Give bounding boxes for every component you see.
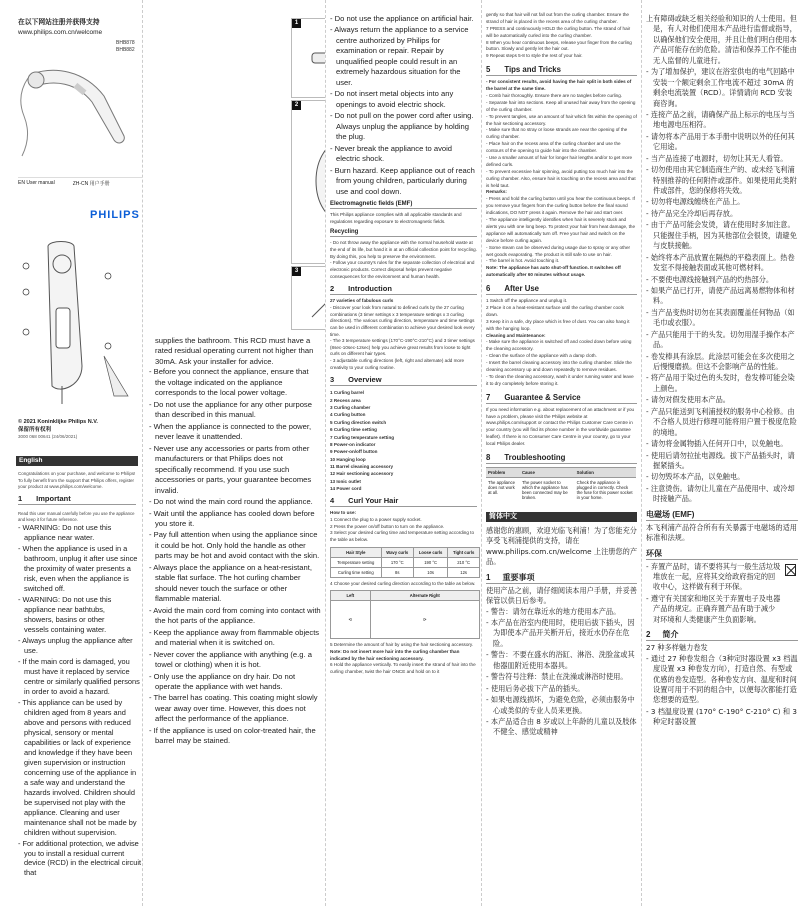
emf-text: This Philips appliance complies with all applicable standards and regulations regarding exposure to electromagnetic fields. bbox=[330, 211, 462, 224]
section-introduction: 2 Introduction bbox=[330, 284, 477, 295]
list-item: - 当产品变热时切勿在其表面覆盖任何物品（如毛巾或衣服）。 bbox=[646, 307, 795, 328]
section-troubleshooting: 8 Troubleshooting bbox=[486, 453, 637, 464]
figure-2 bbox=[291, 100, 326, 264]
list-item: - 弃置产品时，请不要将其与一般生活垃圾堆放在一起，应将其交给政府指定的回收中心，这样做有利于环保。 bbox=[646, 561, 781, 592]
intro-item: - Discover your look from natural to defined curls by the 27 curling combinations (3 timer settings x 3 temperature settings x 3 curling directions). The various curling direction, temperature and time settings can be used in different combination to achieve your desired look every time. bbox=[330, 304, 475, 337]
list-item: - 由于产品可能会发烫，请在使用时多加注意。只能握住手柄，因为其他部位会很烫，请避免与皮肤接触。 bbox=[646, 220, 797, 251]
guarantee-text: If you need information e.g. about replacement of an attachment or if you have a problem, please visit the Philips website at www.philips.com/support or contact the Philips Customer Care Centre in your country (you will find its phone number in the worldwide guarantee leaflet). If there is no Consumer Care Centre in your country, go to your local Philips dealer. bbox=[486, 406, 635, 447]
intro-item: - The 3 temperature settings (170°C-190°C-210°C) and 3 timer settings (8sec-10sec-12sec) help you achieve great results from loose to tight curls on different hair types. bbox=[330, 338, 475, 357]
list-item: - If the appliance is used on color-treated hair, the barrel may be stained. bbox=[149, 725, 316, 746]
figure-1 bbox=[291, 18, 326, 98]
zh-list bbox=[486, 607, 637, 738]
lang-bar-chinese: 简体中文 bbox=[486, 512, 637, 522]
zh-emf-text: 本飞利浦产品符合所有有关暴露于电磁场的适用标准和法规。 bbox=[646, 522, 797, 543]
rights-text: 保留所有权利 bbox=[18, 426, 52, 433]
auto-note: Note: The appliance has auto shut-off function. It switches off automatically after 60 minutes without usage. bbox=[486, 265, 621, 278]
list-item: - Avoid the main cord from coming into contact with the hot parts of the appliance. bbox=[149, 605, 321, 626]
bullet-list bbox=[330, 14, 477, 197]
list-item: - Do not insert metal objects into any openings to avoid electric shock. bbox=[330, 89, 454, 109]
section-tips: 5 Tips and Tricks bbox=[486, 65, 637, 76]
step: 9 Repeat steps 5-8 to style the rest of your hair. bbox=[486, 53, 583, 59]
legal-block bbox=[18, 419, 98, 441]
list-item: - Keep the appliance away from flammable objects and material when it is switched on. bbox=[149, 627, 320, 648]
varieties-title: 27 varieties of fabulous curls bbox=[330, 298, 394, 304]
troubleshooting-table bbox=[486, 467, 636, 502]
curler-illustration bbox=[14, 56, 140, 168]
list-item: - 切勿将电源线缠绕在产品上。 bbox=[646, 197, 745, 207]
zh-env-block bbox=[646, 562, 798, 626]
cleaning-item: - To clean the cleaning accessory, wash it under running water and leave it to dry completely before storing it. bbox=[486, 373, 634, 386]
list-item: - 本产品在浴室内使用时，使用后拔下插头，因为即使本产品开关断开后，接近水仍存在危险。 bbox=[486, 618, 635, 648]
list-item: - 使用后务必拔下产品的插头。 bbox=[486, 683, 585, 693]
zh-section-important: 1 重要事项 bbox=[486, 572, 637, 584]
list-item: - 待产品完全冷却后再存放。 bbox=[646, 208, 738, 218]
recycling-item: - Do not throw away the appliance with the normal household waste at the end of its life, but hand it in at an official collection point for recycling. By doing this, you help to preserve the environment. bbox=[330, 240, 477, 259]
zh-section-intro: 2 简介 bbox=[646, 629, 798, 641]
remark-item: - Some steam can be observed during usage due to spray or any other wet goods evaporating. The product is still safe to use on hair. bbox=[486, 244, 631, 257]
list-item: - 警告符号注释：禁止在洗澡或淋浴时使用。 bbox=[486, 672, 628, 682]
manual-labels bbox=[18, 177, 143, 187]
figure-number: 1 bbox=[292, 19, 301, 28]
step: 7 PRESS and continuously HOLD the curling button. The strand of hair will be automatically curled into the curling chamber. bbox=[486, 25, 631, 38]
list-item: - 警告：不要在盛水的浴缸、淋浴、洗脸盆或其他器皿附近使用本器具。 bbox=[486, 650, 635, 670]
how-to-label: How to use: bbox=[330, 510, 357, 516]
section-recycling: Recycling bbox=[330, 229, 477, 237]
zh-section-emf: 电磁场 (EMF) bbox=[646, 509, 798, 521]
list-item: - 为了增加保护，建议在浴室供电的电气回路中安装一个额定剩余工作电流不超过 30mA 的剩余电流装置（RCD）。详情请向 RCD 安装商咨询。 bbox=[646, 67, 795, 108]
crossed-bin-icon bbox=[785, 564, 796, 576]
list-item: - Always return the appliance to a service centre authorized by Philips for examination or repair. Repair by unqualified people could result in an extremely hazardous situation for the user. bbox=[330, 25, 469, 87]
list-item: - 3 档温度设置 (170° C-190° C-210° C) 和 3 种定时器设置 bbox=[646, 706, 797, 727]
list-item: - 卷发棒具有涂层。此涂层可能会在多次使用之后慢慢磨损。但这不会影响产品的性能。 bbox=[646, 351, 795, 371]
list-item: 1 Curling barrel bbox=[330, 390, 364, 396]
list-item: 14 Power cord bbox=[330, 485, 362, 491]
list-item: - Never break the appliance to avoid electric shock. bbox=[330, 143, 452, 164]
list-item: - WARNING: Do not use this appliance near water. bbox=[18, 523, 112, 542]
step: 1 Switch off the appliance and unplug it. bbox=[486, 298, 568, 304]
list-item: - 如果电源线损坏，为避免危险，必须由服务中心或类似的专业人员来更换。 bbox=[486, 695, 635, 715]
list-item: - WARNING: Do not use this appliance near bathtubs, showers, basins or other vessels containing water. bbox=[18, 594, 112, 634]
list-item: - Pay full attention when using the appliance since it could be hot. Only hold the handle as other parts may be hot and avoid contact with the skin. bbox=[149, 530, 320, 561]
list-item: 10 Hanging loop bbox=[330, 456, 366, 462]
cleaning-item: - Make sure the appliance is switched off and cooled down before using the cleaning accessory. bbox=[486, 339, 632, 352]
list-item: - 切勿使用由其它制造商生产的、或未经飞利浦特别推荐的任何附件或部件。如果使用此类附件或部件，您的保修将失效。 bbox=[646, 165, 797, 195]
column-2 bbox=[143, 0, 326, 906]
cover-title: 在以下网站注册并获得支持 bbox=[18, 19, 100, 26]
list-item: - 切勿毁坏本产品，以免触电。 bbox=[646, 472, 745, 482]
section-after-use: 6 After Use bbox=[486, 284, 637, 295]
product-diagram bbox=[18, 236, 136, 406]
list-item: 13 Ionic outlet bbox=[330, 478, 361, 484]
model-2: BHB882 bbox=[116, 47, 135, 53]
list-item: - 连接产品之前，请确保产品上标示的电压与当地电源电压相符。 bbox=[646, 109, 795, 130]
figure-3 bbox=[291, 266, 326, 330]
list-item: 4 Curling button bbox=[330, 412, 366, 418]
list-item: 12 Hair sectioning accessory bbox=[330, 471, 394, 477]
list-item: - 当产品连接了电源时，切勿让其无人看管。 bbox=[646, 153, 788, 163]
remark-item: - The barrel is hot. Avoid touching it. bbox=[486, 258, 560, 264]
warning-list bbox=[18, 523, 142, 879]
tip-item: - Place hair on the recess area of the curling chamber and use the contours of the opening to guide hair into the chamber. bbox=[486, 141, 621, 154]
list-item: - Burn hazard. Keep appliance out of reach from young children, particularly during use and cool down. bbox=[330, 165, 475, 196]
table-row: The appliance does not work at all. The power socket to which the appliance has been connected may be broken. Check the appliance is plugged in correctly. Check the fuse for this power socket in your home. bbox=[486, 477, 636, 502]
list-item: - Wait until the appliance has cooled down before you store it. bbox=[149, 508, 315, 528]
tip-item: - Make sure that no stray or loose strands are near the opening of the curling chamber. bbox=[486, 127, 628, 140]
intro-item: - 3 adjustable curling directions (left, right and alternate) add more creativity to your curling routine. bbox=[330, 358, 465, 370]
column-5 bbox=[642, 0, 802, 906]
step: 3 Keep it in a safe, dry place which is free of dust. You can also hang it with the hanging loop. bbox=[486, 318, 630, 331]
recycling-item: - Follow your country's rules for the separate collection of electrical and electronic products. Correct disposal helps prevent negative consequences for the environment and human health. bbox=[330, 260, 475, 279]
zh-intro: 感谢您的惠顾，欢迎光临飞利浦！为了您能充分享受飞利浦提供的支持，请在 www.philips.com.cn/welcome 上注册您的产品。 bbox=[486, 525, 638, 567]
note: Note: Do not insert more hair into the curling chamber than indicated by the hair sectioning accessory. bbox=[330, 648, 460, 661]
step: 8 When you hear continuous beeps, release your finger from the curling button. Slowly and gently let the hair out. bbox=[486, 39, 632, 52]
figure-2-illustration bbox=[292, 101, 326, 263]
list-item: - 如果产品已打开，请使产品远离易燃物体和材料。 bbox=[646, 285, 795, 306]
rcd-continuation: supplies the bathroom. This RCD must have a rated residual operating current not higher than 30mA. Ask your installer for advice. bbox=[155, 336, 314, 366]
figure-number: 3 bbox=[292, 267, 301, 276]
en-cont-block bbox=[149, 336, 321, 748]
list-item: - 请勿将金属物插入任何开口中，以免触电。 bbox=[646, 439, 788, 449]
list-item: - Always unplug the appliance after use. bbox=[18, 635, 133, 655]
list-item: 2 Recess area bbox=[330, 397, 361, 403]
column-3 bbox=[326, 0, 482, 906]
table-row: Temperature setting 170 °C 190 °C 210 °C bbox=[331, 557, 480, 567]
zh-read: 使用产品之前，请仔细阅读本用户手册，并妥善保管以供日后参考。 bbox=[486, 585, 637, 606]
step: 2 Press the power on/off button to turn on the appliance. bbox=[330, 523, 445, 529]
step: 3 Select your desired curling time and temperature setting according to the table as below. bbox=[330, 530, 475, 542]
list-item: - 使用后请勿拉扯电源线。拔下产品插头时，请握紧插头。 bbox=[646, 450, 795, 470]
list-item: - 不要使电源线接触到产品的灼热部分。 bbox=[646, 274, 774, 284]
continuation: gently so that hair will not fall out from the curling chamber. Ensure the strand of hair is placed in the recess area of the curling chamber. bbox=[486, 12, 629, 24]
tip-item: - To prevent tangles, use an amount of hair which fits within the opening of the hair sectioning accessory. bbox=[486, 113, 637, 126]
section-curl: 4 Curl Your Hair bbox=[330, 496, 477, 507]
settings-table bbox=[330, 547, 480, 578]
list-item: - 通过 27 种卷发组合（3种定时器设置 x3 档温度设置 x3 种卷发方向），打造自然、有型或优感的卷发造型。各种卷发方向、温度和时间设置可用于不同的组合中，以便每次都能打造您想要的造型。 bbox=[646, 653, 798, 705]
list-item: 5 Curling direction switch bbox=[330, 419, 387, 425]
intro-text-en: Congratulations on your purchase, and welcome to Philips! To fully benefit from the support that Philips offers, register your product at www.philips.com/welcome. bbox=[18, 471, 136, 490]
step: 2 Place it on a heat-resistant surface until the curling chamber cools down. bbox=[486, 304, 624, 317]
list-item: - Do not use the appliance on artificial hair. bbox=[330, 14, 474, 23]
label-en-manual: EN User manual bbox=[18, 180, 55, 186]
cover-header bbox=[0, 0, 142, 38]
list-item: - Do not pull on the power cord after using. Always unplug the appliance by holding the plug. bbox=[330, 111, 474, 142]
table-row: Left Alternate Right bbox=[331, 591, 480, 601]
list-item: - 本产品适合由 8 岁或以上年龄的儿童以及肢体不健全、感觉或精神 bbox=[486, 716, 637, 737]
list-item: 上有障碍或缺乏相关经验和知识的人士使用。但是，有人对他们使用本产品进行监督或指导，以确保他们安全使用，并且让他们明白使用本产品可能存在的危险。清洁和保养工作不能由无人监督的儿童进行。 bbox=[646, 14, 797, 65]
zh-intro-list bbox=[646, 654, 798, 728]
list-item: - 遵守有关国家和地区关于弃置电子及电器产品的规定。正确弃置产品有助于减少对环境和人类健康产生负面影响。 bbox=[646, 593, 781, 624]
model-1: BHB878 bbox=[116, 40, 135, 46]
list-item: - 将产品用于染过色的头发时，卷发棒可能会染上颜色。 bbox=[646, 373, 795, 393]
cover-url[interactable]: www.philips.com.cn/welcome bbox=[18, 29, 103, 37]
step: 5 Determine the amount of hair by using the hair sectioning accessory. bbox=[330, 642, 474, 648]
step: 4 Choose your desired curling direction according to the table as below. bbox=[330, 580, 476, 586]
table-row: Curling time setting 8s 10s 12s bbox=[331, 567, 480, 577]
read-text-en: Read this user manual carefully before you use the appliance and keep it for future reference. bbox=[18, 511, 135, 523]
list-item: - This appliance can be used by children aged from 8 years and above and persons with reduced physical, sensory or mental capabilities or lack of experience and knowledge if they have been given supervision or instruction concerning use of the appliance in a safe way and understand the hazards involved. Children should be supervised not play with the appliance. Cleaning and user maintenance shall not be made by children without supervision. bbox=[18, 697, 137, 837]
list-item: - 产品只能用于干的头发。切勿用湿手操作本产品。 bbox=[646, 329, 795, 350]
copyright-text: © 2021 Koninklijke Philips N.V. bbox=[18, 419, 98, 425]
list-item: 9 Power-on/off button bbox=[330, 449, 378, 455]
tip-item: - Comb hair thoroughly. Ensure there are no tangles before curling. bbox=[486, 93, 623, 99]
list-item: - 注意烫伤。请勿让儿童在产品使用中、或冷却时接触产品。 bbox=[646, 483, 795, 504]
list-item: 8 Power-on indicator bbox=[330, 441, 376, 447]
doc-code: 3000 068 00641 (24/06/2021) bbox=[18, 434, 78, 440]
section-important bbox=[18, 494, 136, 505]
figure-3-illustration bbox=[292, 267, 326, 329]
table-row: ⟲ ⟳ bbox=[331, 601, 480, 639]
list-item: - The barrel has coating. This coating might slowly wear away over time. However, this does not affect the performance of the appliance. bbox=[149, 693, 318, 724]
list-item: - 产品只能送到飞利浦授权的服务中心检修。由不合格人员进行修理可能将用户置于极度危险的境地。 bbox=[646, 406, 797, 437]
list-item: 6 Curling time setting bbox=[330, 427, 377, 433]
zh-env-list bbox=[646, 562, 782, 626]
table-row: Problem Cause Solution bbox=[486, 467, 636, 477]
figure-number: 2 bbox=[292, 101, 301, 110]
section-overview: 3 Overview bbox=[330, 375, 477, 386]
list-item: 7 Curling temperature setting bbox=[330, 434, 395, 440]
zh-section-env: 环保 bbox=[646, 548, 798, 560]
column-4 bbox=[482, 0, 642, 906]
lang-bar-english: English bbox=[16, 456, 138, 466]
cleaning-title: Cleaning and Maintenance: bbox=[486, 332, 546, 338]
list-item: - Only use the appliance on dry hair. Do not operate the appliance with wet hands. bbox=[149, 671, 296, 691]
list-item: - Before you connect the appliance, ensure that the voltage indicated on the appliance corresponds to the local power voltage. bbox=[149, 367, 309, 398]
remarks-title: Remarks: bbox=[486, 189, 507, 195]
overview-list bbox=[330, 389, 477, 492]
step: 1 Connect the plug to a power supply socket. bbox=[330, 516, 422, 522]
list-item: - When the appliance is connected to the power, never leave it unattended. bbox=[149, 421, 312, 442]
step: 6 Hold the appliance vertically. To easily insert the strand of hair into the curling chamber, twist the hair ONCE and hold on to it bbox=[330, 662, 476, 674]
list-item: - Do not use the appliance for any other purpose than described in this manual. bbox=[149, 399, 312, 420]
tip-item: - For consistent results, avoid having the hair split in both sides of the barrel at the same time. bbox=[486, 79, 632, 92]
list-item: - Never cover the appliance with anything (e.g. a towel or clothing) when it is hot. bbox=[149, 649, 312, 670]
list-item: - If the main cord is damaged, you must have it replaced by service centre or similarly qualified persons in order to avoid a hazard. bbox=[18, 656, 140, 696]
philips-logo: PHILIPS bbox=[90, 209, 140, 221]
list-item: - 请勿将本产品用于本手册中说明以外的任何其它用途。 bbox=[646, 131, 795, 152]
list-item: - When the appliance is used in a bathroom, unplug it after use since the proximity of water presents a risk, even when the appliance is switched off. bbox=[18, 543, 138, 593]
list-item: - For additional protection, we advise you to install a residual current device (RCD) in the electrical circuit that bbox=[18, 838, 142, 878]
cover-column bbox=[0, 0, 143, 906]
section-title: Important bbox=[36, 494, 71, 503]
label-zh-manual: ZH-CN 用户手册 bbox=[72, 181, 110, 187]
bullet-list bbox=[149, 367, 321, 746]
list-item: - 请勿对假发使用本产品。 bbox=[646, 395, 730, 405]
list-item: 11 Barrel cleaning accessory bbox=[330, 463, 394, 469]
section-num: 1 bbox=[18, 494, 23, 503]
list-item: - Do not wind the main cord round the appliance. bbox=[149, 497, 313, 507]
list-item: - Always place the appliance on a heat-resistant, stable flat surface. The hot curling chamber should never touch the surface or other flammable material. bbox=[149, 562, 312, 604]
section-guarantee: 7 Guarantee & Service bbox=[486, 393, 637, 404]
list-item: - Never use any accessories or parts from other manufacturers or that Philips does not specifically recommend. If you use such accessories or parts, your guarantee becomes invalid. bbox=[149, 443, 312, 495]
list-item: - 警告：请勿在靠近水的地方使用本产品。 bbox=[486, 606, 621, 616]
cleaning-item: - Insert the barrel cleaning accessory into the curling chamber. Slide the cleaning accessory up and down repeatedly to remove residues. bbox=[486, 360, 632, 372]
direction-table bbox=[330, 590, 480, 639]
remark-item: - Press and hold the curling button until you hear the continuous beeps. If you remove your fingers from the curling button before the final sound indications, DO NOT press it again. Remove the hair and start over. bbox=[486, 196, 635, 216]
table-row: Hair Style Wavy curls Loose curls Tight curls bbox=[331, 547, 480, 557]
zh-list bbox=[646, 14, 798, 505]
figure-1-illustration bbox=[292, 19, 326, 97]
remark-item: - The appliance intelligently identifies when hair is severely stuck and alerts you with one long beep. To protect your hair from heat damage, the appliance will automatically turn off. Free your hair and switch on the device before curling again. bbox=[486, 217, 636, 243]
tip-item: - To prevent excessive hair spinning, avoid putting too much hair into the curling chamber. Also, ensure hair is touching on the recess area and that is held taut. bbox=[486, 168, 636, 188]
zh-intro-sub: 27 种多样魅力卷发 bbox=[646, 643, 708, 653]
list-item: - 始终将本产品放置在隔热的平稳表面上。热卷发室不得接触表面或其他可燃材料。 bbox=[646, 252, 795, 273]
section-emf: Electromagnetic fields (EMF) bbox=[330, 201, 477, 209]
list-item: 3 Curling chamber bbox=[330, 405, 371, 411]
tip-item: - Separate hair into sections. Keep all unused hair away from the opening of the curling chamber. bbox=[486, 99, 636, 112]
model-list bbox=[116, 40, 135, 54]
cleaning-item: - Clean the surface of the appliance with a damp cloth. bbox=[486, 353, 597, 359]
tip-item: - Use a smaller amount of hair for longer hair lengths and/or to get more defined curls. bbox=[486, 155, 633, 167]
